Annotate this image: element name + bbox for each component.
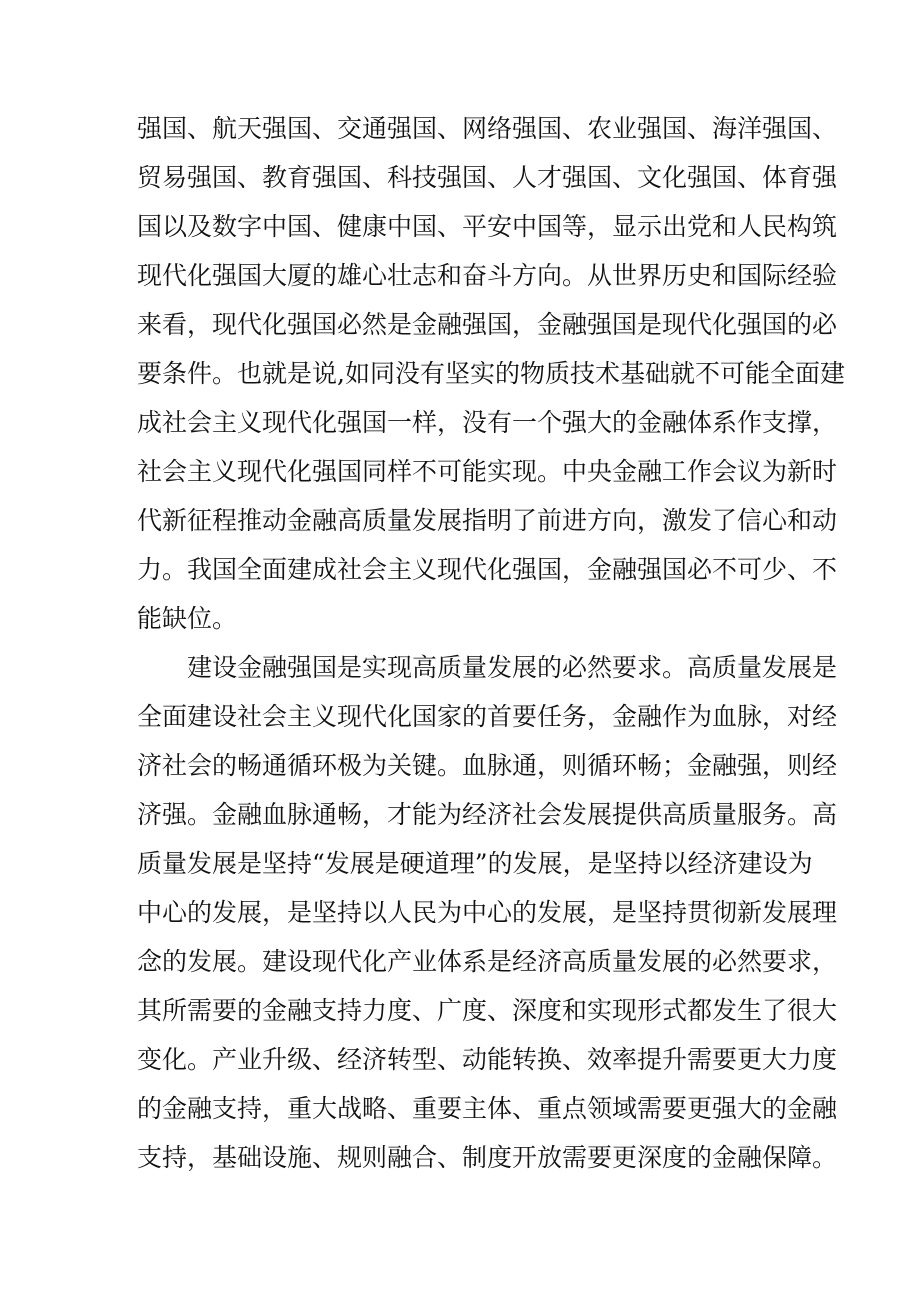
text-line: 的金融支持，重大战略、重要主体、重点领域需要更强大的金融	[137, 1094, 838, 1123]
text-line: 中心的发展，是坚持以人民为中心的发展，是坚持贯彻新发展理	[137, 898, 838, 927]
text-line: 国以及数字中国、健康中国、平安中国等，显示出党和人民构筑	[137, 212, 838, 241]
text-line: 全面建设社会主义现代化国家的首要任务，金融作为血脉，对经	[137, 702, 838, 731]
text-line: 建设金融强国是实现高质量发展的必然要求。高质量发展是	[187, 653, 838, 682]
text-line: 能缺位。	[137, 604, 238, 633]
text-line: 要条件。也就是说,如同没有坚实的物质技术基础就不可能全面建	[137, 359, 845, 388]
text-line: 来看，现代化强国必然是金融强国，金融强国是现代化强国的必	[137, 310, 838, 339]
text-line: 济社会的畅通循环极为关键。血脉通，则循环畅；金融强，则经	[137, 751, 838, 780]
text-line: 济强。金融血脉通畅，才能为经济社会发展提供高质量服务。高	[137, 800, 838, 829]
text-line: 支持，基础设施、规则融合、制度开放需要更深度的金融保障。	[137, 1143, 838, 1172]
text-line: 强国、航天强国、交通强国、网络强国、农业强国、海洋强国、	[137, 114, 838, 143]
text-line: 念的发展。建设现代化产业体系是经济高质量发展的必然要求，	[137, 947, 838, 976]
text-line: 成社会主义现代化强国一样，没有一个强大的金融体系作支撑，	[137, 408, 838, 437]
text-line: 社会主义现代化强国同样不可能实现。中央金融工作会议为新时	[137, 457, 838, 486]
text-line: 现代化强国大厦的雄心壮志和奋斗方向。从世界历史和国际经验	[137, 261, 838, 290]
text-line: 质量发展是坚持“发展是硬道理”的发展，是坚持以经济建设为	[137, 849, 813, 878]
text-line: 代新征程推动金融高质量发展指明了前进方向，激发了信心和动	[137, 506, 838, 535]
text-line: 贸易强国、教育强国、科技强国、人才强国、文化强国、体育强	[137, 163, 838, 192]
text-line: 其所需要的金融支持力度、广度、深度和实现形式都发生了很大	[137, 996, 838, 1025]
text-line: 力。我国全面建成社会主义现代化强国，金融强国必不可少、不	[137, 555, 838, 584]
text-line: 变化。产业升级、经济转型、动能转换、效率提升需要更大力度	[137, 1045, 838, 1074]
